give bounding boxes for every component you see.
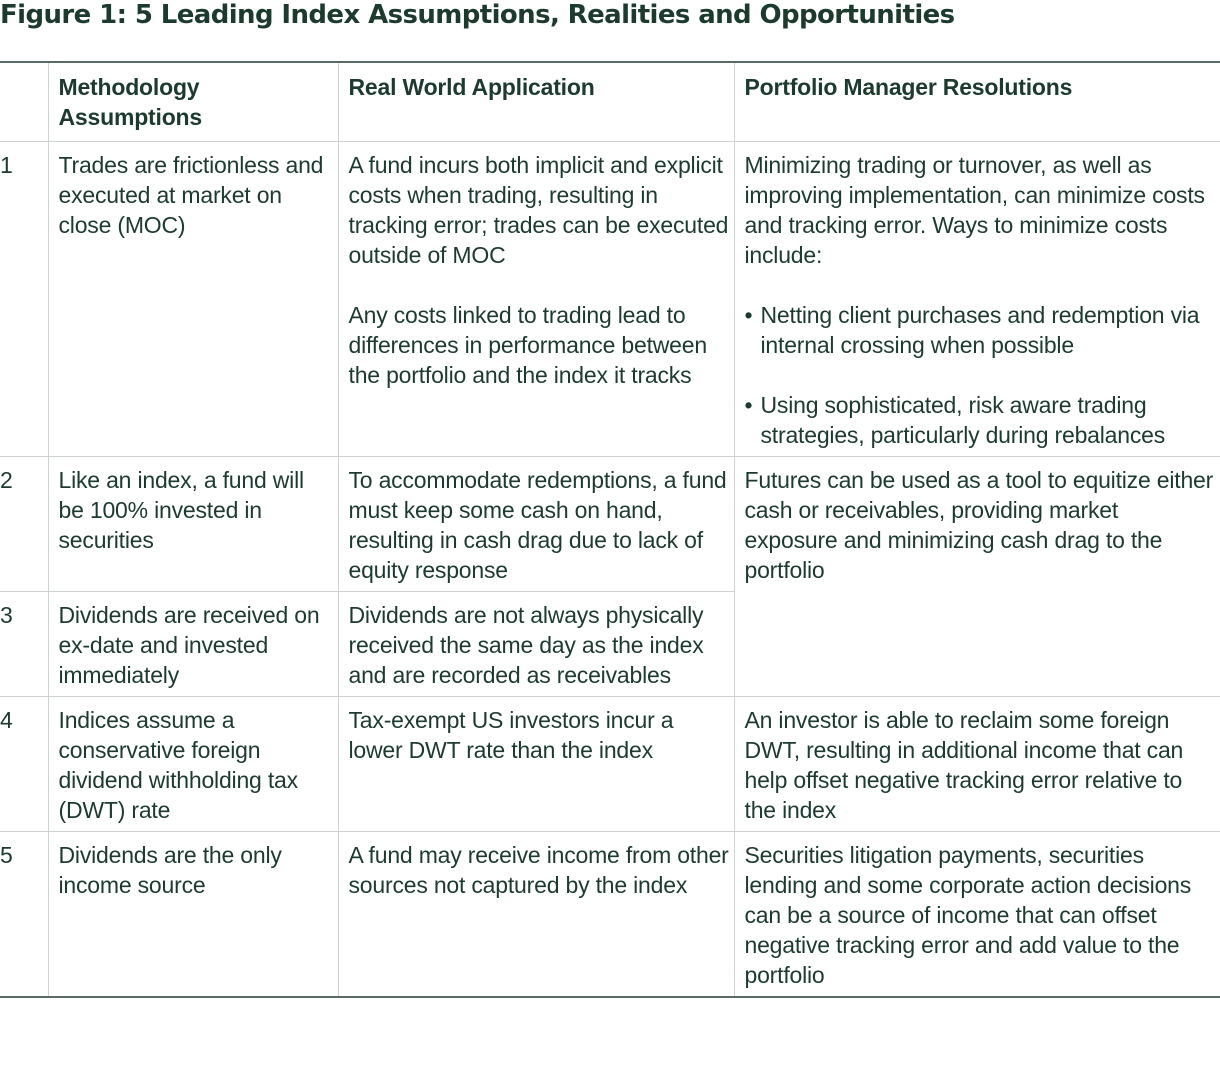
resolution-cell: Securities litigation payments, securities lending and some corporate action decisions can be a source of income that can offset negative tracking error and add value to the portfolio [734, 832, 1220, 998]
real-world-cell: Dividends are not always physically received the same day as the index and are recorded as receivables [338, 592, 734, 697]
assumptions-table [0, 61, 1220, 998]
header-methodology-assumptions: Methodology Assumptions [48, 62, 338, 142]
row-number: 2 [0, 457, 48, 592]
assumption-cell: Trades are frictionless and executed at market on close (MOC) [48, 142, 338, 457]
table-header-row [0, 62, 1220, 142]
assumption-cell: Dividends are the only income source [48, 832, 338, 998]
real-world-cell [338, 142, 734, 457]
row-number: 4 [0, 697, 48, 832]
bullet-item: • Netting client purchases and redemption via internal crossing when possible [745, 300, 1217, 360]
resolution-paragraph: Minimizing trading or turnover, as well as improving implementation, can minimize costs and tracking error. Ways to minimize costs include: [744, 152, 1205, 268]
real-world-cell: To accommodate redemptions, a fund must keep some cash on hand, resulting in cash drag due to lack of equity response [338, 457, 734, 592]
resolution-bullet-list [745, 300, 1217, 450]
table-row [0, 832, 1220, 998]
table-row [0, 457, 1220, 592]
header-real-world-application: Real World Application [338, 62, 734, 142]
header-number [0, 62, 48, 142]
resolution-cell: Futures can be used as a tool to equitize either cash or receivables, providing market exposure and minimizing cash drag to the portfolio [734, 457, 1220, 697]
header-portfolio-manager-resolutions: Portfolio Manager Resolutions [734, 62, 1220, 142]
assumption-cell: Like an index, a fund will be 100% invested in securities [48, 457, 338, 592]
row-number: 3 [0, 592, 48, 697]
resolution-cell: An investor is able to reclaim some foreign DWT, resulting in additional income that can help offset negative tracking error relative to the index [734, 697, 1220, 832]
resolution-cell [734, 142, 1220, 457]
real-world-paragraph: Any costs linked to trading lead to differences in performance between the portfolio and the index it tracks [348, 302, 707, 388]
bullet-item: • Using sophisticated, risk aware trading strategies, particularly during rebalances [745, 390, 1217, 450]
real-world-cell: Tax-exempt US investors incur a lower DWT rate than the index [338, 697, 734, 832]
table-row [0, 142, 1220, 457]
assumption-cell: Dividends are received on ex-date and invested immediately [48, 592, 338, 697]
real-world-cell: A fund may receive income from other sources not captured by the index [338, 832, 734, 998]
figure-title: Figure 1: 5 Leading Index Assumptions, Realities and Opportunities [0, 0, 955, 30]
real-world-paragraph: A fund incurs both implicit and explicit costs when trading, resulting in tracking error; trades can be executed outside of MOC [348, 152, 729, 268]
row-number: 1 [0, 142, 48, 457]
row-number: 5 [0, 832, 48, 998]
table-row [0, 697, 1220, 832]
assumption-cell: Indices assume a conservative foreign dividend withholding tax (DWT) rate [48, 697, 338, 832]
